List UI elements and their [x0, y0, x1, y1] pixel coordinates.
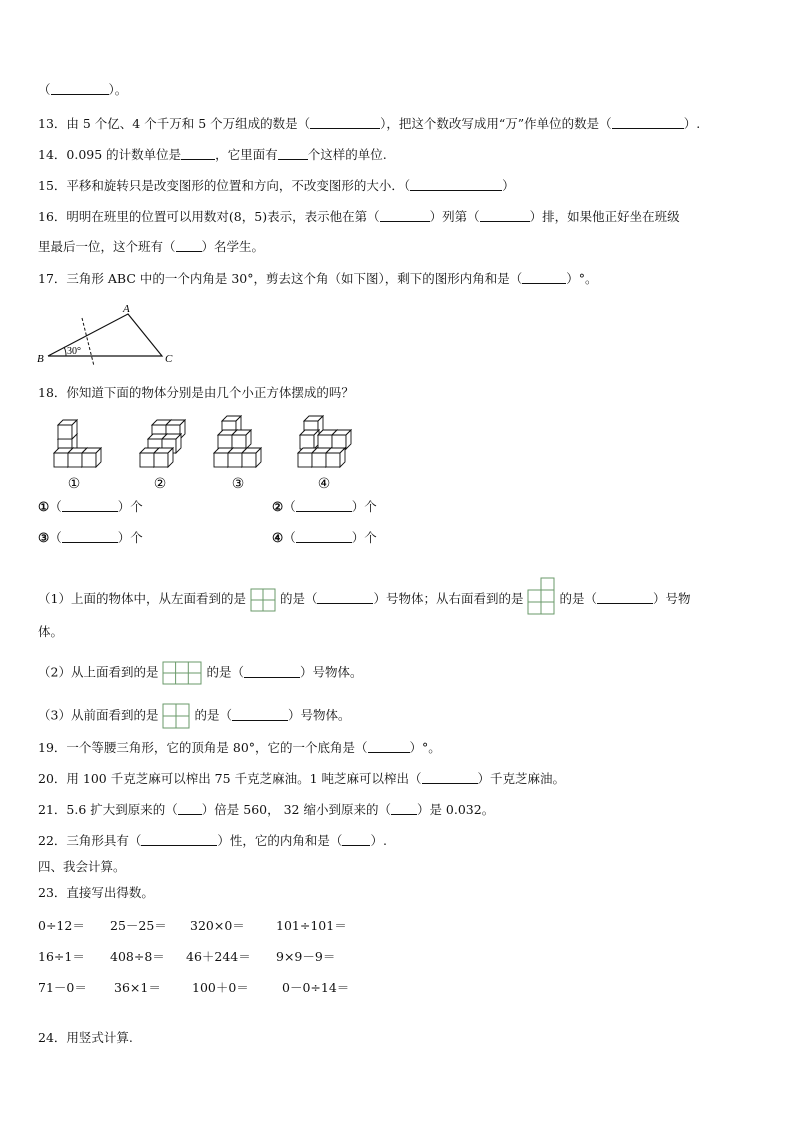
question-text: 5.6 扩大到原来的（ — [66, 802, 178, 817]
calc-cell: 101÷101＝ — [276, 918, 347, 933]
paren-close: ）个 — [117, 530, 143, 545]
question-number: 18． — [38, 385, 67, 400]
figure-label-3: ③ — [231, 476, 245, 492]
question-text: 0.095 的计数单位是 — [66, 147, 182, 162]
question-text: ，它里面有 — [215, 147, 278, 162]
question-text: ）千克芝麻油。 — [477, 771, 566, 786]
answer-blank[interactable] — [296, 530, 352, 543]
answer-blank[interactable] — [480, 209, 530, 222]
paren-close: ）。 — [108, 82, 128, 97]
question-text: ）号物 — [652, 591, 691, 606]
answer-blank[interactable] — [232, 708, 288, 721]
question-number: 17． — [38, 271, 67, 286]
q18-sub1-line2 — [38, 624, 63, 640]
answer-blank[interactable] — [422, 771, 478, 784]
question-text: （2）从上面看到的是 — [38, 664, 159, 680]
question-number: 20． — [38, 771, 67, 786]
question-text: ）号物体；从右面看到的是 — [373, 591, 524, 606]
answer-row-2 — [272, 499, 377, 515]
paren-open: （ — [49, 530, 62, 545]
front-view-grid-icon — [162, 703, 190, 729]
q12-tail — [38, 82, 127, 98]
answer-blank[interactable] — [368, 740, 410, 753]
question-text: （3）从前面看到的是 — [38, 707, 159, 723]
question-text: 用竖式计算. — [66, 1030, 133, 1045]
answer-blank[interactable] — [51, 82, 109, 95]
question-20 — [38, 771, 565, 787]
question-text: 一个等腰三角形，它的顶角是 80°，它的一个底角是（ — [66, 740, 368, 755]
question-23 — [38, 885, 154, 901]
answer-blank[interactable] — [141, 833, 217, 846]
right-view-grid-icon — [527, 577, 555, 615]
top-view-grid-icon — [162, 661, 202, 685]
question-16 — [38, 209, 680, 225]
answer-blank[interactable] — [62, 499, 118, 512]
answer-row-3 — [38, 530, 143, 546]
paren-open: （ — [49, 499, 62, 514]
answer-label: ① — [38, 499, 50, 514]
cut-line — [82, 318, 94, 366]
answer-blank[interactable] — [310, 116, 380, 129]
q18-sub2 — [38, 661, 362, 685]
angle-arc — [64, 347, 66, 356]
paren-close: ）个 — [351, 499, 377, 514]
calc-cell: 25－25＝ — [110, 918, 167, 933]
answer-blank[interactable] — [612, 116, 684, 129]
question-text: ）号物体。 — [299, 664, 363, 680]
cube-figure-3 — [214, 416, 261, 467]
question-text: ）倍是 560， 32 缩小到原来的（ — [201, 802, 391, 817]
paren-open: （ — [283, 530, 296, 545]
question-text: 的是（ — [206, 664, 244, 680]
question-text: ）°。 — [566, 271, 598, 286]
answer-label: ② — [272, 499, 284, 514]
question-number: 13． — [38, 116, 67, 131]
question-number: 22． — [38, 833, 67, 848]
question-16-line2 — [38, 239, 264, 255]
question-text: ）列第（ — [429, 209, 480, 224]
answer-label: ③ — [38, 530, 50, 545]
cube-figure-4 — [298, 416, 351, 467]
calc-cell: 0÷12＝ — [38, 918, 85, 933]
figure-label-2: ② — [153, 476, 167, 492]
q18-sub3 — [38, 703, 350, 729]
question-text: 三角形具有（ — [66, 833, 142, 848]
question-number: 16． — [38, 209, 67, 224]
calc-cell: 46＋244＝ — [186, 949, 251, 964]
answer-blank[interactable] — [391, 802, 417, 815]
angle-label: 30° — [67, 346, 81, 357]
answer-blank[interactable] — [317, 591, 373, 604]
answer-blank[interactable] — [181, 147, 215, 160]
question-text: 你知道下面的物体分别是由几个小正方体摆成的吗？ — [66, 385, 354, 400]
paren-open: （ — [38, 82, 51, 97]
question-text: 三角形 ABC 中的一个内角是 30°，剪去这个角（如下图），剩下的图形内角和是（ — [66, 271, 523, 286]
question-number: 21． — [38, 802, 67, 817]
question-text: ） — [502, 178, 515, 193]
answer-row-1 — [38, 499, 143, 515]
question-text: ）性，它的内角和是（ — [217, 833, 343, 848]
question-text: ）. — [370, 833, 387, 848]
answer-blank[interactable] — [176, 239, 202, 252]
question-text: ）号物体。 — [287, 707, 351, 723]
vertex-b-label: B — [37, 353, 44, 365]
question-text: 的是（ — [279, 591, 318, 606]
question-text: 用 100 千克芝麻可以榨出 75 千克芝麻油。1 吨芝麻可以榨出（ — [66, 771, 422, 786]
question-text: ），把这个数改写成用“万”作单位的数是（ — [380, 116, 612, 131]
cube-figures — [40, 412, 370, 494]
question-text: ）是 0.032。 — [416, 802, 495, 817]
question-number: 23． — [38, 885, 67, 900]
question-text: 体。 — [38, 624, 64, 639]
question-text: ）. — [683, 116, 701, 131]
calc-cell: 36×1＝ — [114, 980, 161, 995]
answer-blank[interactable] — [178, 802, 202, 815]
answer-label: ④ — [272, 530, 284, 545]
question-15 — [38, 178, 515, 194]
question-text: 由 5 个亿、4 个千万和 5 个万组成的数是（ — [66, 116, 311, 131]
cube-figure-2 — [140, 420, 185, 467]
question-number: 15． — [38, 178, 67, 193]
question-text: 的是（ — [559, 591, 597, 606]
question-text: ）名学生。 — [201, 239, 265, 254]
question-text: 里最后一位，这个班有（ — [38, 239, 176, 254]
question-number: 24． — [38, 1030, 67, 1045]
figure-label-4: ④ — [317, 476, 331, 492]
answer-blank[interactable] — [244, 665, 300, 678]
question-14 — [38, 147, 387, 163]
question-text: ）°。 — [409, 740, 441, 755]
answer-blank[interactable] — [296, 499, 352, 512]
question-text: 个这样的单位. — [307, 147, 387, 162]
q18-sub1 — [38, 577, 690, 615]
calc-cell: 320×0＝ — [190, 918, 245, 933]
calc-cell: 16÷1＝ — [38, 949, 85, 964]
answer-blank[interactable] — [278, 147, 308, 160]
question-24 — [38, 1030, 133, 1046]
calc-cell: 100＋0＝ — [192, 980, 249, 995]
answer-row-4 — [272, 530, 377, 546]
question-21 — [38, 802, 494, 818]
answer-blank[interactable] — [62, 530, 118, 543]
question-13 — [38, 116, 700, 132]
paren-close: ）个 — [351, 530, 377, 545]
question-number: 19． — [38, 740, 67, 755]
question-text: （1）上面的物体中，从左面看到的是 — [38, 591, 246, 606]
answer-blank[interactable] — [522, 271, 566, 284]
question-22 — [38, 833, 387, 849]
question-18 — [38, 385, 354, 401]
calc-cell: 0－0÷14＝ — [282, 980, 350, 995]
calc-cell: 408÷8＝ — [110, 949, 165, 964]
question-text: 直接写出得数。 — [66, 885, 154, 900]
question-17 — [38, 271, 598, 287]
vertex-a-label: A — [123, 303, 130, 315]
question-text: 明明在班里的位置可以用数对(8，5)表示，表示他在第（ — [66, 209, 380, 224]
question-text: ）排，如果他正好坐在班级 — [529, 209, 680, 224]
section-4-heading: 四、我会计算。 — [38, 859, 126, 874]
question-number: 14． — [38, 147, 67, 162]
calc-cell: 71－0＝ — [38, 980, 87, 995]
answer-blank[interactable] — [410, 178, 502, 191]
question-text: 的是（ — [194, 707, 232, 723]
cube-figure-1 — [54, 420, 101, 467]
answer-blank[interactable] — [380, 209, 430, 222]
triangle-abc-figure — [34, 300, 184, 372]
vertex-c-label: C — [165, 353, 173, 365]
question-text: 平移和旋转只是改变图形的位置和方向，不改变图形的大小．（ — [66, 178, 411, 193]
calc-cell: 9×9－9＝ — [276, 949, 336, 964]
question-19 — [38, 740, 441, 756]
paren-open: （ — [283, 499, 296, 514]
paren-close: ）个 — [117, 499, 143, 514]
answer-blank[interactable] — [342, 833, 370, 846]
figure-label-1: ① — [67, 476, 81, 492]
answer-blank[interactable] — [597, 591, 653, 604]
left-view-grid-icon — [250, 588, 276, 612]
